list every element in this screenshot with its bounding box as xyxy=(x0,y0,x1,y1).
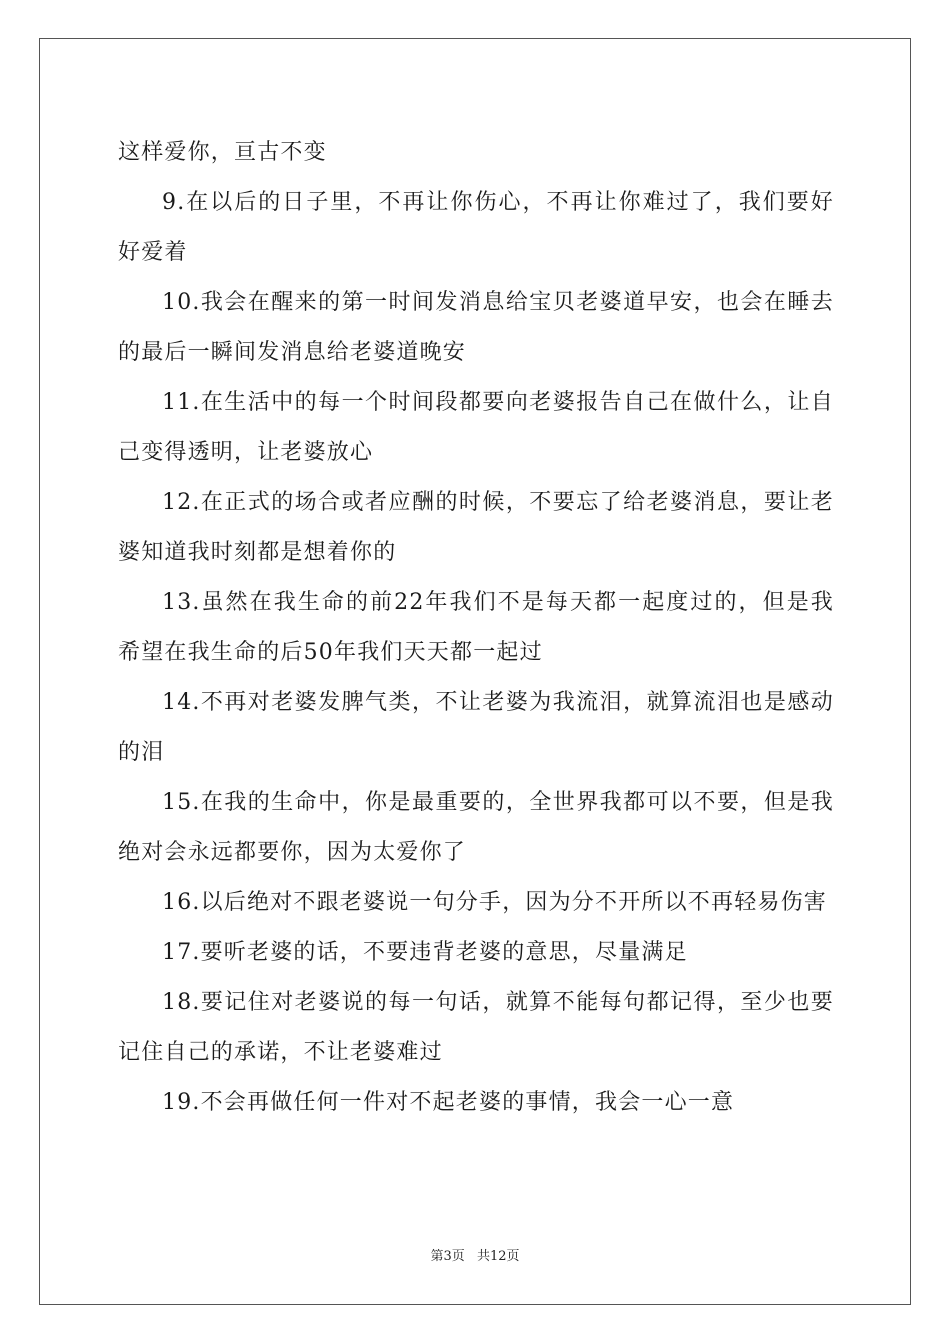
list-item-17: 17.要听老婆的话，不要违背老婆的意思，尽量满足 xyxy=(162,940,688,965)
list-item-15: 15.在我的生命中，你是最重要的，全世界我都可以不要，但是我绝对会永远都要你，因为太爱你了 xyxy=(118,790,834,865)
page-footer xyxy=(0,1245,950,1264)
list-item-16: 16.以后绝对不跟老婆说一句分手，因为分不开所以不再轻易伤害 xyxy=(162,890,827,915)
list-item-12: 12.在正式的场合或者应酬的时候，不要忘了给老婆消息，要让老婆知道我时刻都是想着你的 xyxy=(118,490,834,565)
list-item-13: 13.虽然在我生命的前22年我们不是每天都一起度过的，但是我希望在我生命的后50年我们天天都一起过 xyxy=(118,590,834,665)
list-item-9: 9.在以后的日子里，不再让你伤心，不再让你难过了，我们要好好爱着 xyxy=(118,190,834,265)
list-item-10: 10.我会在醒来的第一时间发消息给宝贝老婆道早安，也会在睡去的最后一瞬间发消息给老婆道晚安 xyxy=(118,290,834,365)
page-total: 共12页 xyxy=(476,1249,520,1264)
paragraph-continuation: 这样爱你，亘古不变 xyxy=(118,140,327,165)
list-item-11: 11.在生活中的每一个时间段都要向老婆报告自己在做什么，让自己变得透明，让老婆放心 xyxy=(118,390,834,465)
list-item-18: 18.要记住对老婆说的每一句话，就算不能每句都记得，至少也要记住自己的承诺，不让老婆难过 xyxy=(118,990,834,1065)
document-body xyxy=(118,128,834,1128)
list-item-19: 19.不会再做任何一件对不起老婆的事情，我会一心一意 xyxy=(162,1090,735,1115)
page-number: 第3页 xyxy=(430,1249,465,1264)
list-item-14: 14.不再对老婆发脾气类，不让老婆为我流泪，就算流泪也是感动的泪 xyxy=(118,690,834,765)
